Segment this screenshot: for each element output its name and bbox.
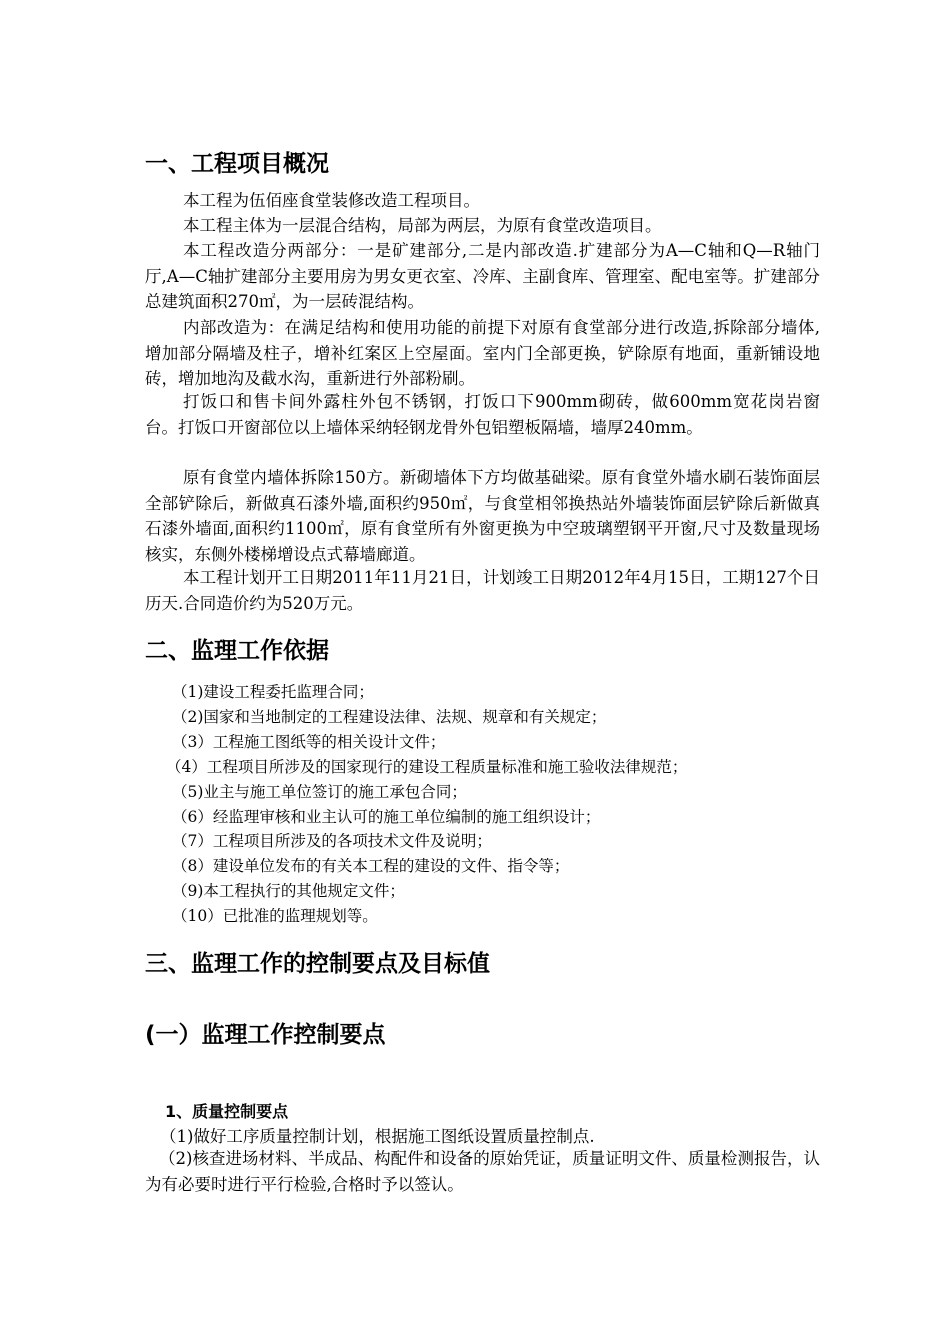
basis-item-5: （5)业主与施工单位签订的施工承包合同； [172, 783, 467, 801]
basis-item-4: （4）工程项目所涉及的国家现行的建设工程质量标准和施工验收法律规范； [166, 758, 688, 776]
section1-paragraph-5: 打饭口和售卡间外露柱外包不锈钢，打饭口下900mm砌砖，做600mm宽花岗岩窗台。打饭口开窗部位以上墙体采纳轻钢龙骨外包铝塑板隔墙，墙厚240mm。 [145, 392, 820, 437]
basis-item-1: （1)建设工程委托监理合同； [172, 683, 374, 701]
quality-item-1: （1)做好工序质量控制计划，根据施工图纸设置质量控制点. [160, 1127, 595, 1146]
basis-item-10: （10）已批准的监理规划等。 [172, 907, 378, 925]
basis-item-6: （6）经监理审核和业主认可的施工单位编制的施工组织设计； [172, 808, 601, 826]
basis-item-3: （3）工程施工图纸等的相关设计文件； [172, 733, 446, 751]
section1-paragraph-3: 本工程改造分两部分：一是矿建部分,二是内部改造.扩建部分为A—C轴和Q—R轴门厅,A—C轴扩建部分主要用房为男女更衣室、冷库、主副食库、管理室、配电室等。扩建部分总建筑面积270㎡，为一层砖混结构。 [145, 241, 820, 311]
section1-paragraph-4: 内部改造为：在满足结构和使用功能的前提下对原有食堂部分进行改造,拆除部分墙体,增加部分隔墙及柱子，增补红案区上空屋面。室内门全部更换，铲除原有地面，重新铺设地砖，增加地沟及截水沟，重新进行外部粉刷。 [145, 318, 820, 388]
basis-item-9: （9)本工程执行的其他规定文件； [172, 882, 405, 900]
basis-item-8: （8）建设单位发布的有关本工程的建设的文件、指令等； [172, 857, 570, 875]
section1-paragraph-6: 原有食堂内墙体拆除150方。新砌墙体下方均做基础梁。原有食堂外墙水刷石装饰面层全部铲除后，新做真石漆外墙,面积约950㎡，与食堂相邻换热站外墙装饰面层铲除后新做真石漆外墙面,面积约1100㎡，原有食堂所有外窗更换为中空玻璃塑钢平开窗,尺寸及数量现场核实，东侧外楼梯增设点式幕墙廊道。 [145, 468, 820, 564]
section2-heading: 二、监理工作依据 [145, 638, 329, 664]
section1-paragraph-2: 本工程主体为一层混合结构，局部为两层，为原有食堂改造项目。 [183, 216, 662, 235]
basis-item-2: （2)国家和当地制定的工程建设法律、法规、规章和有关规定； [172, 708, 607, 726]
basis-item-7: （7）工程项目所涉及的各项技术文件及说明； [172, 832, 492, 850]
section3-subheading: (一）监理工作控制要点 [145, 1022, 386, 1048]
section3-heading: 三、监理工作的控制要点及目标值 [145, 951, 490, 977]
section1-heading: 一、工程项目概况 [145, 151, 329, 177]
section1-paragraph-7: 本工程计划开工日期2011年11月21日，计划竣工日期2012年4月15日，工期127个日历天.合同造价约为520万元。 [145, 568, 820, 613]
section1-paragraph-1: 本工程为伍佰座食堂装修改造工程项目。 [183, 191, 480, 210]
quality-item-2: （2)核查进场材料、半成品、构配件和设备的原始凭证，质量证明文件、质量检测报告，认为有必要时进行平行检验,合格时予以签认。 [145, 1149, 820, 1194]
quality-control-title: 1、质量控制要点 [165, 1102, 289, 1121]
